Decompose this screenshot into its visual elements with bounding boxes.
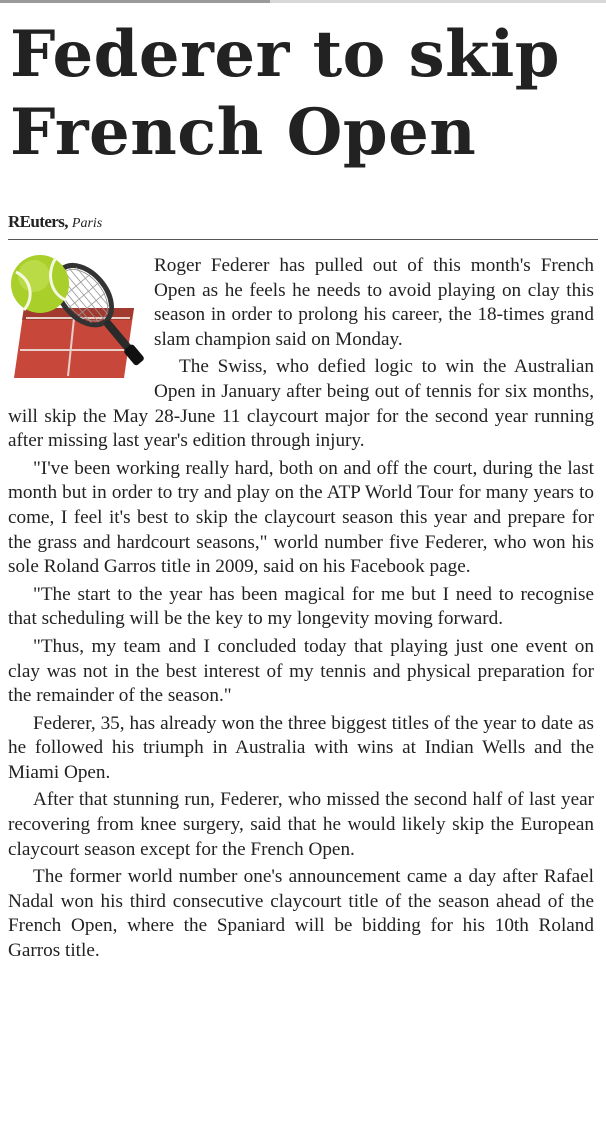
paragraph-3: "I've been working really hard, both on and off the court, during the last month but in order to try and play on the ATP World Tour for many years to come, I feel it's best to skip the claycourt season this year and prepare for the grass and hardcourt seasons," world number five Federer, who won his sole Roland Garros title in 2009, said on his Facebook page.	[8, 457, 594, 578]
byline-place: Paris	[71, 216, 103, 231]
byline-rule	[8, 239, 598, 240]
icon-spacer	[8, 254, 154, 394]
paragraph-4: "The start to the year has been magical for me but I need to recognise that scheduling will be the key to my longevity moving forward.	[8, 583, 594, 630]
byline-agency: REuters,	[8, 212, 68, 231]
paragraph-6: Federer, 35, has already won the three biggest titles of the year to date as he followed his triumph in Australia with wins at Indian Wells and the Miami Open.	[8, 712, 594, 783]
paragraph-7: After that stunning run, Federer, who missed the second half of last year recovering from knee surgery, said that he would likely skip the European claycourt season except for the French Open.	[8, 789, 594, 860]
paragraph-2: The Swiss, who defied logic to win the Australian Open in January after being out of tennis for six months, will skip the May 28-June 11 claycourt major for the second year running after missing last year's edition through injury.	[8, 356, 594, 452]
top-rule-accent	[0, 0, 270, 3]
headline: Federer to skip French Open	[10, 17, 561, 170]
byline	[8, 212, 102, 232]
paragraph-5: "Thus, my team and I concluded today that playing just one event on clay was not in the best interest of my tennis and physical preparation for the remainder of the season."	[8, 635, 594, 707]
article-body	[8, 254, 594, 967]
paragraph-8: The former world number one's announcement came a day after Rafael Nadal won his third consecutive claycourt title of the season ahead of the French Open, where the Spaniard will be bidding for his 10th Roland Garros title.	[8, 866, 594, 962]
paragraph-1: Roger Federer has pulled out of this month's French Open as he feels he needs to avoid playing on clay this season in order to prolong his career, the 18-times grand slam champion said on Monday.	[154, 255, 594, 350]
